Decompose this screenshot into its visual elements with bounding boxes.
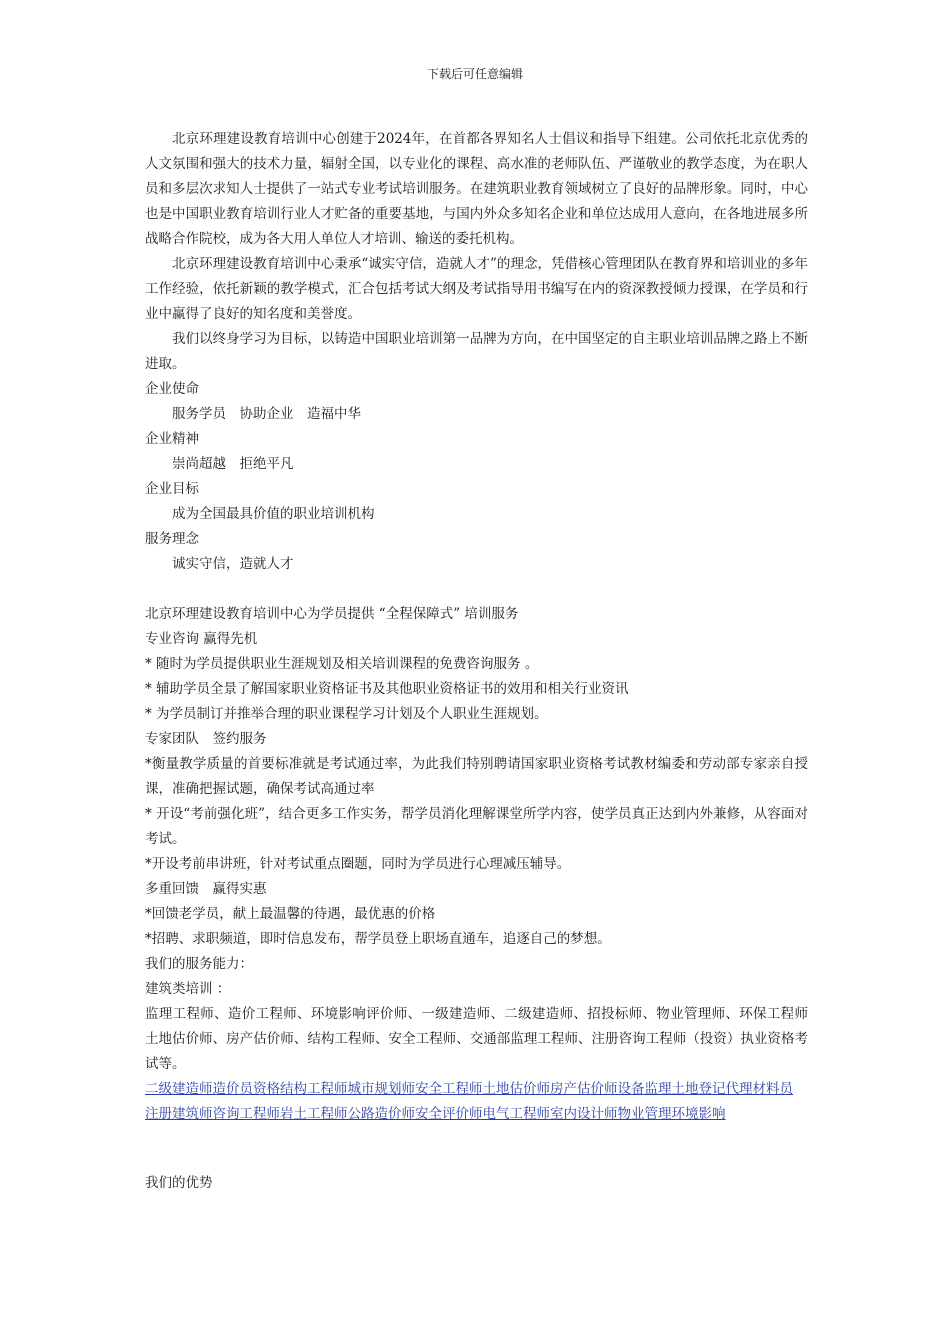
spacer — [145, 577, 808, 602]
goal-label: 企业目标 — [145, 481, 199, 497]
spacer — [145, 1127, 808, 1171]
service-heading: 北京环理建设教育培训中心为学员提供 “全程保障式” 培训服务 — [145, 606, 519, 622]
spirit-text: 崇尚超越 拒绝平凡 — [172, 456, 294, 472]
consult-title: 专业咨询 赢得先机 — [145, 631, 258, 647]
service-concept-label: 服务理念 — [145, 531, 199, 547]
spirit-label: 企业精神 — [145, 431, 199, 447]
goal-text: 成为全国最具价值的职业培训机构 — [172, 506, 375, 522]
page-header: 下载后可任意编辑 — [426, 67, 523, 81]
capability-title: 我们的服务能力： — [145, 956, 253, 972]
rewards-title: 多重回馈 赢得实惠 — [145, 881, 267, 897]
experts-item-2: * 开设“考前强化班”，结合更多工作实务，帮学员消化理解课堂所学内容，使学员真正达到内外兼修，从容面对考试。 — [145, 806, 808, 847]
exam-links-2[interactable]: 注册建筑师咨询工程师岩土工程师公路造价师安全评价师电气工程师室内设计师物业管理环境影响 — [145, 1106, 726, 1122]
construction-title: 建筑类培训 ： — [145, 981, 231, 997]
intro-paragraph-3: 我们以终身学习为目标，以铸造中国职业培训第一品牌为方向，在中国坚定的自主职业培训品牌之路上不断进取。 — [145, 331, 808, 372]
advantage-title: 我们的优势 — [145, 1175, 213, 1191]
consult-item-3: * 为学员制订并推举合理的职业课程学习计划及个人职业生涯规划。 — [145, 706, 548, 722]
construction-list: 监理工程师、造价工程师、环境影响评价师、一级建造师、二级建造师、招投标师、物业管理师、环保工程师 土地估价师、房产估价师、结构工程师、安全工程师、交通部监理工程师、注册咨询工程师（投资）执业资格考试等。 — [145, 1006, 808, 1072]
mission-text: 服务学员 协助企业 造福中华 — [172, 406, 361, 422]
experts-item-1: *衡量教学质量的首要标准就是考试通过率，为此我们特别聘请国家职业资格考试教材编委和劳动部专家亲自授课，准确把握试题，确保考试高通过率 — [145, 756, 808, 797]
consult-item-2: * 辅助学员全景了解国家职业资格证书及其他职业资格证书的效用和相关行业资讯 — [145, 681, 629, 697]
rewards-item-2: *招聘、求职频道，即时信息发布，帮学员登上职场直通车，追逐自己的梦想。 — [145, 931, 611, 947]
experts-title: 专家团队 签约服务 — [145, 731, 267, 747]
intro-paragraph-2: 北京环理建设教育培训中心秉承“诚实守信，造就人才”的理念，凭借核心管理团队在教育界和培训业的多年工作经验，依托新颖的教学模式，汇合包括考试大纲及考试指导用书编写在内的资深教授倾力授课，在学员和行业中赢得了良好的知名度和美誉度。 — [145, 256, 808, 322]
exam-links-1[interactable]: 二级建造师造价员资格结构工程师城市规划师安全工程师土地估价师房产估价师设备监理土地登记代理材料员 — [145, 1081, 793, 1097]
experts-item-3: *开设考前串讲班，针对考试重点圈题，同时为学员进行心理减压辅导。 — [145, 856, 571, 872]
document-body — [145, 127, 808, 1196]
rewards-item-1: *回馈老学员，献上最温馨的待遇，最优惠的价格 — [145, 906, 436, 922]
intro-paragraph-1: 北京环理建设教育培训中心创建于2024年，在首都各界知名人士倡议和指导下组建。公司依托北京优秀的人文氛围和强大的技术力量，辐射全国，以专业化的课程、高水准的老师队伍、严谨敬业的教学态度，为在职人员和多层次求知人士提供了一站式专业考试培训服务。在建筑职业教育领域树立了良好的品牌形象。同时，中心也是中国职业教育培训行业人才贮备的重要基地，与国内外众多知名企业和单位达成用人意向，在各地进展多所战略合作院校，成为各大用人单位人才培训、输送的委托机构。 — [145, 131, 808, 247]
service-concept-text: 诚实守信，造就人才 — [172, 556, 294, 572]
mission-label: 企业使命 — [145, 381, 199, 397]
consult-item-1: * 随时为学员提供职业生涯规划及相关培训课程的免费咨询服务 。 — [145, 656, 539, 672]
